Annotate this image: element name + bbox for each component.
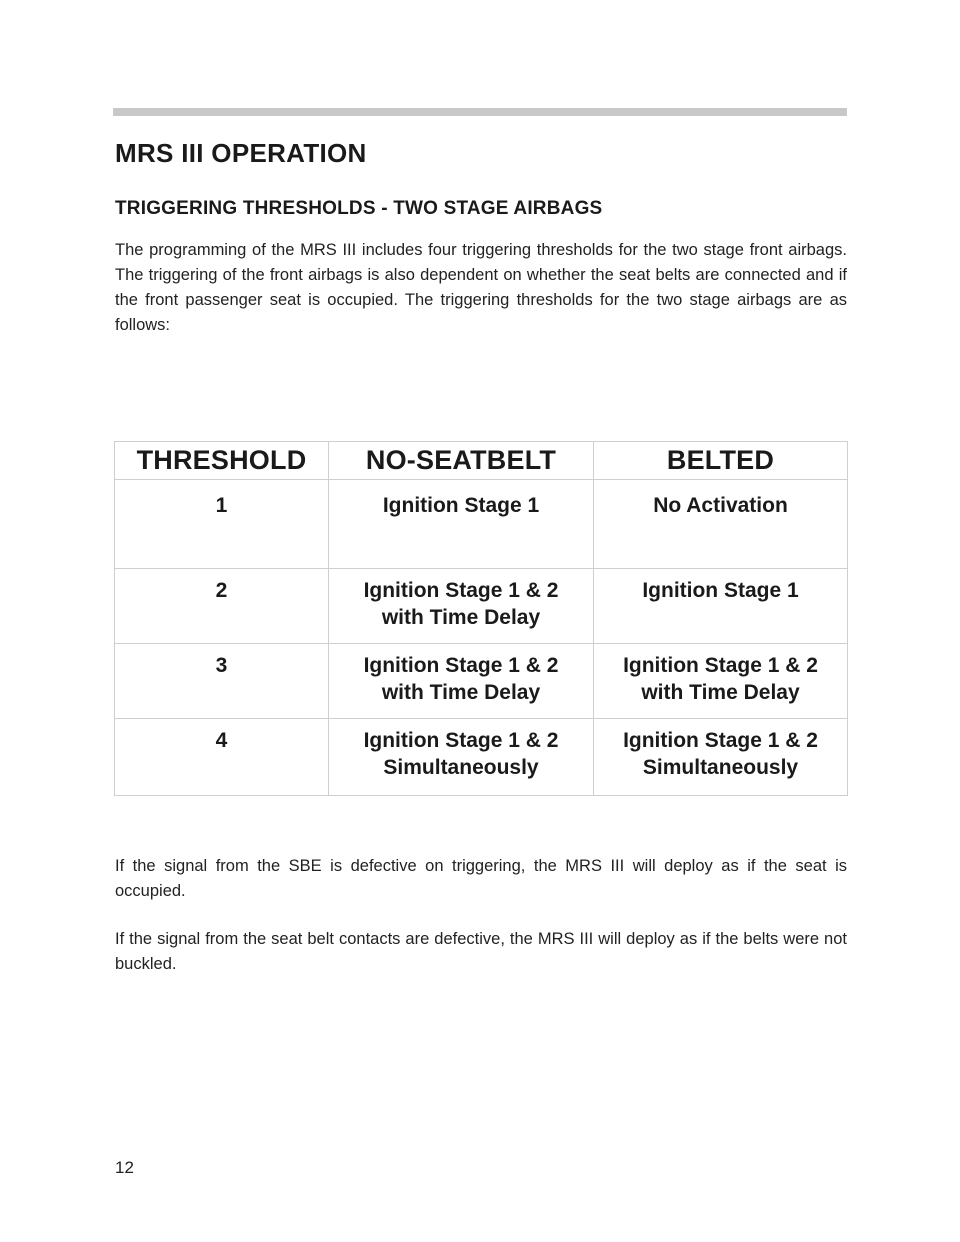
threshold-cell: 1	[115, 480, 329, 569]
belt-note-paragraph: If the signal from the seat belt contacts are defective, the MRS III will deploy as if the belts were not buckled.	[115, 930, 847, 973]
page-number: 12	[115, 1158, 134, 1177]
header-threshold: THRESHOLD	[115, 442, 329, 480]
header-no-seatbelt: NO-SEATBELT	[329, 442, 594, 480]
threshold-cell: 3	[115, 644, 329, 719]
threshold-cell: 2	[115, 569, 329, 644]
belted-cell: Ignition Stage 1 & 2 Simultaneously	[594, 719, 848, 796]
no-seatbelt-cell: Ignition Stage 1 & 2 with Time Delay	[329, 644, 594, 719]
sbe-note-paragraph: If the signal from the SBE is defective on triggering, the MRS III will deploy as if the seat is occupied.	[115, 857, 847, 900]
section-heading: TRIGGERING THRESHOLDS - TWO STAGE AIRBAGS	[115, 198, 603, 219]
table-row	[115, 569, 848, 644]
belted-cell: Ignition Stage 1	[594, 569, 848, 644]
table-header-row	[115, 442, 848, 480]
table-row	[115, 719, 848, 796]
no-seatbelt-cell: Ignition Stage 1	[329, 480, 594, 569]
threshold-table	[114, 441, 848, 796]
table-row	[115, 644, 848, 719]
belted-cell: Ignition Stage 1 & 2 with Time Delay	[594, 644, 848, 719]
no-seatbelt-cell: Ignition Stage 1 & 2 with Time Delay	[329, 569, 594, 644]
threshold-cell: 4	[115, 719, 329, 796]
page-title: MRS III OPERATION	[115, 138, 367, 168]
header-belted: BELTED	[594, 442, 848, 480]
top-rule	[113, 108, 847, 116]
intro-paragraph: The programming of the MRS III includes four triggering thresholds for the two stage front airbags. The triggering of the front airbags is also dependent on whether the seat belts are connected and if the front passenger seat is occupied. The triggering thresholds for the two stage airbags are as follows:	[115, 241, 847, 334]
table-row	[115, 480, 848, 569]
belted-cell: No Activation	[594, 480, 848, 569]
no-seatbelt-cell: Ignition Stage 1 & 2 Simultaneously	[329, 719, 594, 796]
